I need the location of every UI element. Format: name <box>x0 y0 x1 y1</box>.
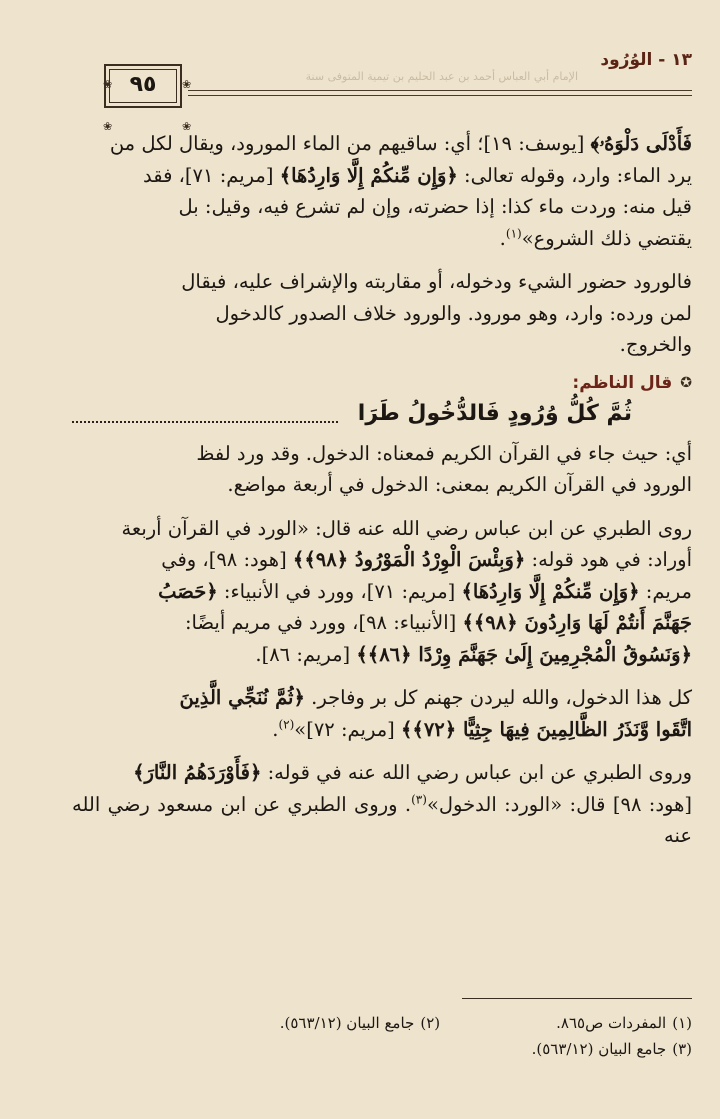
quran-verse: فَأَدْلَى دَلْوَهُۥ <box>599 132 692 155</box>
text-run: [مريم: ٧١]، فقد <box>143 163 280 187</box>
text-run: [هود: ٩٨] قال: «الورد: الدخول» <box>426 792 692 816</box>
section-heading-text: قال الناظم: <box>572 372 673 393</box>
main-text <box>72 128 692 864</box>
text-line: والخروج. <box>619 333 692 356</box>
footnote-row <box>100 1010 692 1036</box>
text-run: . وروى الطبري عن ابن مسعود رضي الله عنه <box>72 792 692 847</box>
text-line: أي: حيث جاء في القرآن الكريم فمعناه: الدخول. وقد ورد لفظ <box>196 441 692 465</box>
footnote-marker[interactable]: (٣) <box>411 792 427 806</box>
footnote <box>274 1010 440 1036</box>
section-heading <box>72 373 692 393</box>
verse-bracket: ﴾ <box>590 132 600 155</box>
text-run: [هود: ٩٨]، وفي <box>161 548 293 571</box>
text-line <box>143 164 692 187</box>
footnote-number: (٢) <box>420 1014 441 1032</box>
paragraph <box>72 438 692 501</box>
text-line <box>185 611 692 634</box>
text-line <box>72 793 692 848</box>
text-run: [مريم: ٧١]، وورد في الأنبياء: <box>217 579 462 603</box>
ornament-icon: ❀ <box>103 120 113 133</box>
text-line <box>272 718 692 741</box>
faded-running-text: الإمام أبي العباس أحمد بن عبد الحليم بن تيمية المتوفى سنة <box>305 70 578 83</box>
quran-verse: ﴿وَإِن مِّنكُمْ إِلَّا وَارِدُهَا﴾ <box>279 163 458 187</box>
text-line <box>500 227 692 250</box>
page-header <box>100 46 692 133</box>
quran-verse: جَهَنَّمَ أَنتُمْ لَهَا وَارِدُونَ ﴿٩٨﴾﴾ <box>462 611 692 634</box>
footnote <box>526 1036 692 1062</box>
text-line <box>158 580 692 603</box>
text-run: . <box>272 717 279 741</box>
text-run: [الأنبياء: ٩٨]، وورد في مريم أيضًا: <box>184 611 463 634</box>
quran-verse: ﴿وَنَسُوقُ الْمُجْرِمِينَ إِلَىٰ جَهَنَّمَ وِرْدًا ﴿٨٦﴾﴾ <box>356 642 692 666</box>
footnote <box>550 1010 692 1036</box>
text-line <box>179 686 692 709</box>
quran-verse: ﴿ثُمَّ نُنَجِّي الَّذِينَ <box>179 686 305 709</box>
text-run: أوراد: في هود قوله: <box>525 548 692 571</box>
footnote-text: جامع البيان (٥٦٣/١٢). <box>279 1014 415 1032</box>
text-line: فالورود حضور الشيء ودخوله، أو مقاربته والإشراف عليه، فيقال <box>181 270 692 293</box>
footnote-marker[interactable]: (١) <box>505 226 522 240</box>
text-line <box>255 643 692 666</box>
text-run: [يوسف: ١٩]؛ أي: ساقيهم من الماء المورود، ويقال لكل من <box>109 132 591 155</box>
footnote-text: جامع البيان (٥٦٣/١٢). <box>531 1040 667 1058</box>
paragraph <box>72 128 692 254</box>
text-run: يقتضي ذلك الشروع» <box>521 226 692 250</box>
text-line: لمن ورده: وارد، وهو مورود. والورود خلاف الصدور كالدخول <box>215 301 692 325</box>
page-number: ٩٥ <box>129 72 157 97</box>
poem-verse: ثُمَّ كُلُّ وُرُودٍ فَالدُّخُولُ طَرَا <box>357 400 632 426</box>
header-rule <box>188 90 692 91</box>
paragraph <box>72 682 692 745</box>
paragraph <box>72 266 692 361</box>
quran-verse: ﴿وَإِن مِّنكُمْ إِلَّا وَارِدُهَا﴾ <box>461 579 640 603</box>
footnote-number: (٣) <box>672 1040 692 1058</box>
paragraph <box>72 757 692 852</box>
paragraph <box>72 513 692 671</box>
footnote-separator <box>462 998 692 999</box>
header-rule <box>188 95 692 96</box>
text-run: . <box>499 226 506 250</box>
ornament-icon: ❀ <box>103 78 113 91</box>
chapter-title: ١٣ - الوُرُود <box>600 50 692 70</box>
footnotes <box>100 1010 692 1062</box>
quran-verse: ﴿حَصَبُ <box>158 579 218 603</box>
text-run: وروى الطبري عن ابن عباس رضي الله عنه في قوله: <box>261 761 692 784</box>
text-run: [مريم: ٨٦]. <box>255 642 357 666</box>
footnote-text: المفردات ص٨٦٥. <box>556 1014 667 1032</box>
flower-bullet-icon: ✪ <box>680 374 692 391</box>
footnote-marker[interactable]: (٢) <box>278 717 295 731</box>
quran-verse: ﴿وَبِئْسَ الْوِرْدُ الْمَوْرُودُ ﴿٩٨﴾﴾ <box>292 548 526 571</box>
poem-verse-row <box>72 401 692 426</box>
text-line: الورود في القرآن الكريم بمعنى: الدخول في أربعة مواضع. <box>227 473 692 496</box>
footnote-row <box>100 1036 692 1062</box>
text-run: كل هذا الدخول، والله ليردن جهنم كل بر وفاجر. <box>304 686 692 709</box>
text-run: مريم: <box>639 579 692 603</box>
poem-dotted-leader <box>72 403 338 423</box>
page-number-box <box>103 64 192 133</box>
ornament-icon: ❀ <box>182 120 192 133</box>
text-line: قيل منه: وردت ماء كذا: إذا حضرته، وإن لم تشرع فيه، وقيل: بل <box>178 195 692 218</box>
text-line: روى الطبري عن ابن عباس رضي الله عنه قال: «الورد في القرآن أربعة <box>121 516 692 540</box>
footnote-number: (١) <box>672 1014 692 1032</box>
text-line <box>110 132 692 155</box>
quran-verse: اتَّقَوا وَّنَذَرُ الظَّالِمِينَ فِيهَا جِثِيًّا ﴿٧٢﴾﴾ <box>400 717 692 741</box>
text-line <box>161 548 692 571</box>
text-run: [مريم: ٧٢]» <box>294 717 401 741</box>
text-line <box>133 761 692 784</box>
ornament-icon: ❀ <box>182 78 192 91</box>
quran-verse: ﴿فَأَوْرَدَهُمُ النَّارَ﴾ <box>133 761 262 784</box>
text-run: يرد الماء: وارد، وقوله تعالى: <box>457 163 692 187</box>
